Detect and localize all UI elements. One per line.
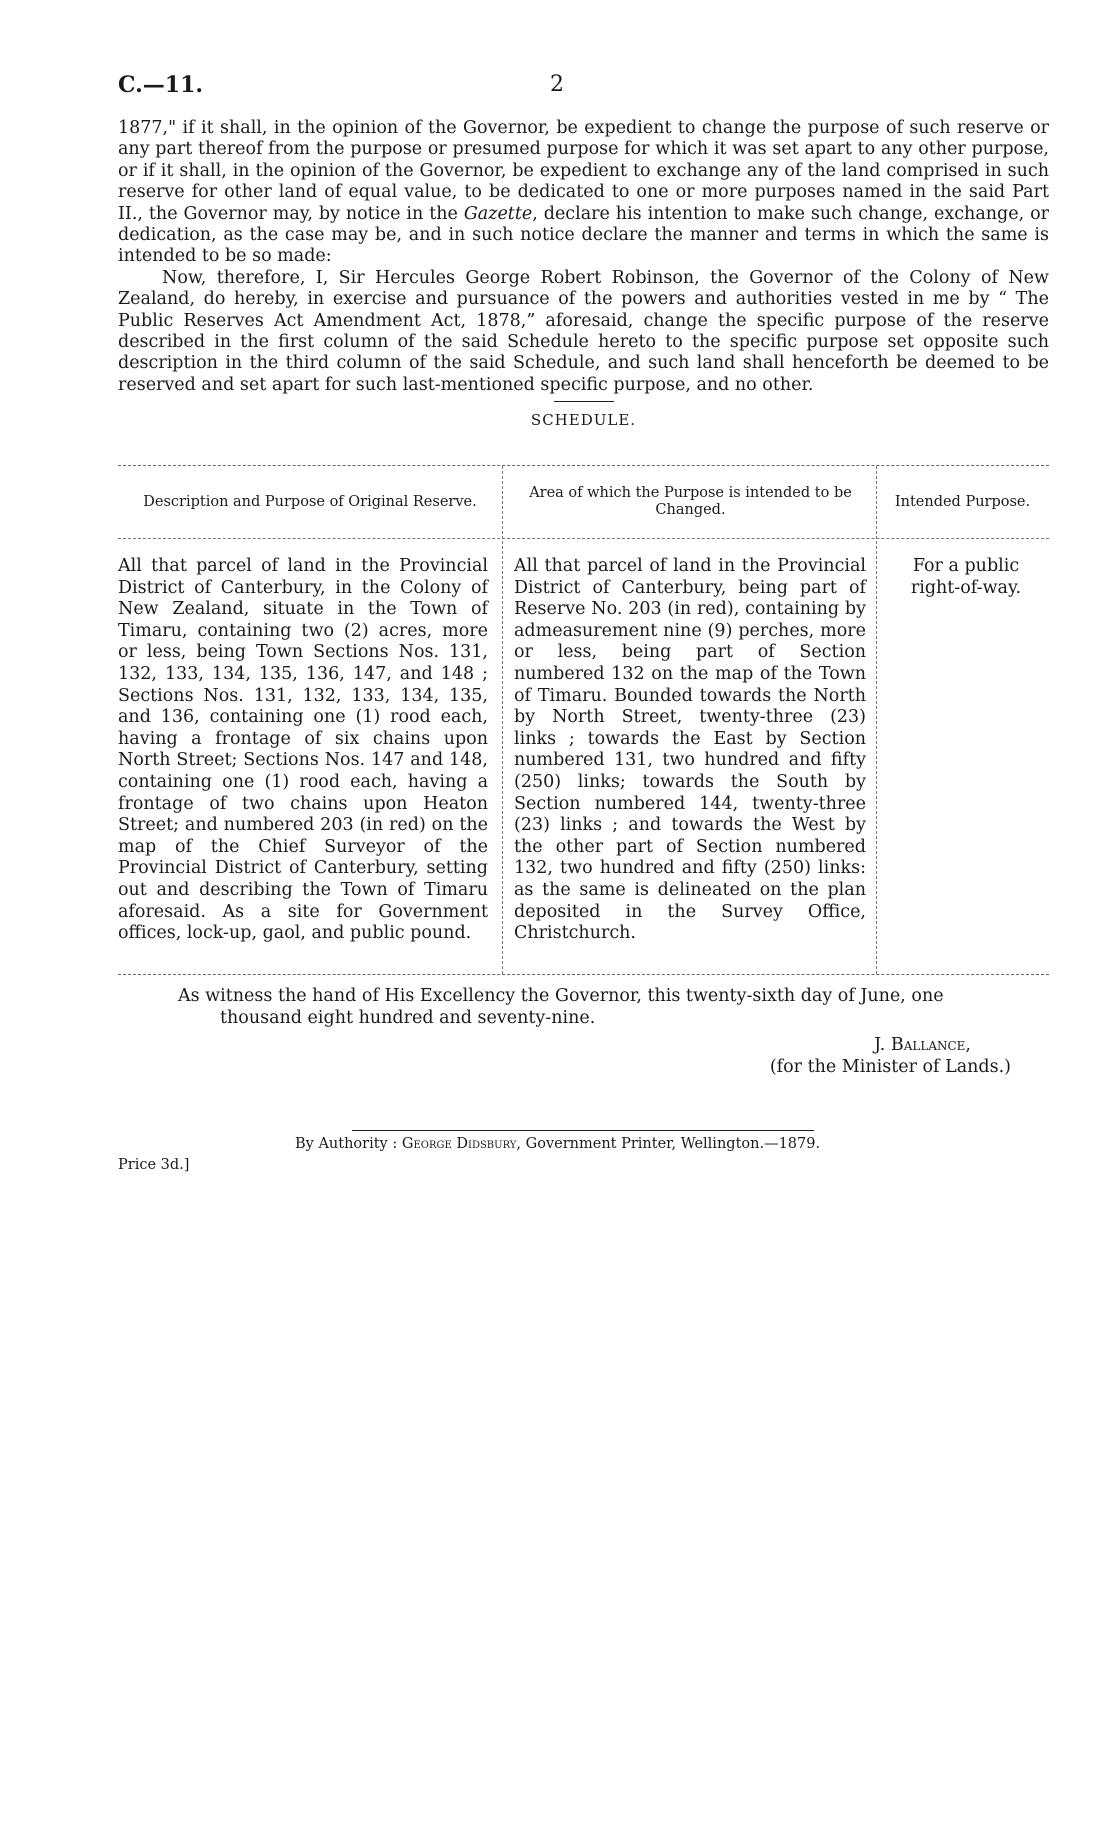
page-header xyxy=(118,72,996,102)
cell-intended-purpose: For a public right-of-way. xyxy=(910,556,1022,598)
footer-rule xyxy=(352,1130,814,1131)
cell-area-changed: All that parcel of land in the Provincial District of Canterbury, being part of Reserve No. 203 (in red), containing by admeasurement nine (9) perches, more or less, being part of Section numbered 132 on the map of the Town of Timaru. Bounded towards the North by North Street, twenty-three (23) links ; towards the East by Section numbered 131, two hundred and fifty (250) links; towards the South by Section numbered 144, twenty-three (23) links ; and towards the West by the other part of Section numbered 132, two hundred and fifty (250) links: as the same is delineated on the plan deposited in the Survey Office, Christchurch. xyxy=(514,556,866,944)
witness-clause xyxy=(118,986,1049,1029)
printer-name: George Didsbury xyxy=(401,1136,517,1152)
witness-line-2: thousand eight hundred and seventy-nine. xyxy=(220,1007,596,1028)
schedule-title: SCHEDULE. xyxy=(530,411,637,430)
imprint-suffix: , Government Printer, Wellington.—1879. xyxy=(516,1136,821,1152)
column-header-original: Description and Purpose of Original Reserve. xyxy=(143,493,477,510)
column-divider xyxy=(876,466,877,974)
schedule-table xyxy=(118,465,1049,975)
signer-name: J. Ballance, xyxy=(874,1035,971,1055)
header-divider xyxy=(118,538,1049,539)
signature-block xyxy=(770,1034,1011,1078)
paragraph-2: Now, therefore, I, Sir Hercules George Robert Robinson, the Governor of the Colony of New Zealand, do hereby, in exercise and pursuance of the powers and authorities vested in me by “ The Public Reserves Act Amendment Act, 1878,” aforesaid, change the specific purpose of the reserve described in the first column of the said Schedule hereto to the specific purpose set opposite such description in the third column of the said Schedule, and such land shall henceforth be deemed to be reserved and set apart for such last-mentioned specific purpose, and no other. xyxy=(118,267,1049,395)
paragraph-1 xyxy=(118,118,1049,268)
price-label: Price 3d.] xyxy=(118,1157,190,1173)
body-text xyxy=(118,118,1049,432)
paragraph-1-end: , declare his intention to make such change, exchange, or dedication, as the case may be, and in such notice declare the manner and terms in which the same is intended to be so made: xyxy=(118,203,1049,267)
imprint-prefix: By Authority : xyxy=(295,1136,398,1152)
section-rule xyxy=(554,401,614,402)
column-header-area: Area of which the Purpose is intended to be Changed. xyxy=(529,485,852,518)
signer-title: (for the Minister of Lands.) xyxy=(769,1057,1011,1077)
printer-imprint xyxy=(295,1136,820,1152)
column-divider xyxy=(502,466,503,974)
cell-original-reserve: All that parcel of land in the Provincial District of Canterbury, in the Colony of New Zealand, situate in the Town of Timaru, containing two (2) acres, more or less, being Town Sections Nos. 131, 132, 133, 134, 135, 136, 147, and 148 ; Sections Nos. 131, 132, 133, 134, 135, and 136, containing one (1) rood each, having a frontage of six chains upon North Street; Sections Nos. 147 and 148, containing one (1) rood each, having a frontage of two chains upon Heaton Street; and numbered 203 (in red) on the map of the Chief Surveyor of the Provincial District of Canterbury, setting out and describing the Town of Timaru aforesaid. As a site for Government offices, lock-up, gaol, and public pound. xyxy=(118,556,488,944)
page-number: 2 xyxy=(550,72,564,97)
witness-line-1: As witness the hand of His Excellency the Governor, this twenty-sixth day of June, one xyxy=(178,986,944,1006)
paper-reference: C.—11. xyxy=(118,72,204,98)
gazette-word: Gazette xyxy=(463,203,533,224)
column-header-purpose: Intended Purpose. xyxy=(894,493,1031,510)
paragraph-1-text: 1877," if it shall, in the opinion of the Governor, be expedient to change the purpose of such reserve or any part thereof from the purpose or presumed purpose for which it was set apart to any other purpose, or if it shall, in the opinion of the Governor, be expedient to exchange any of the land comprised in such reserve for other land of equal value, to be dedicated to one or more purposes named in the said Part II., the Governor may, by notice in the xyxy=(118,118,1049,224)
